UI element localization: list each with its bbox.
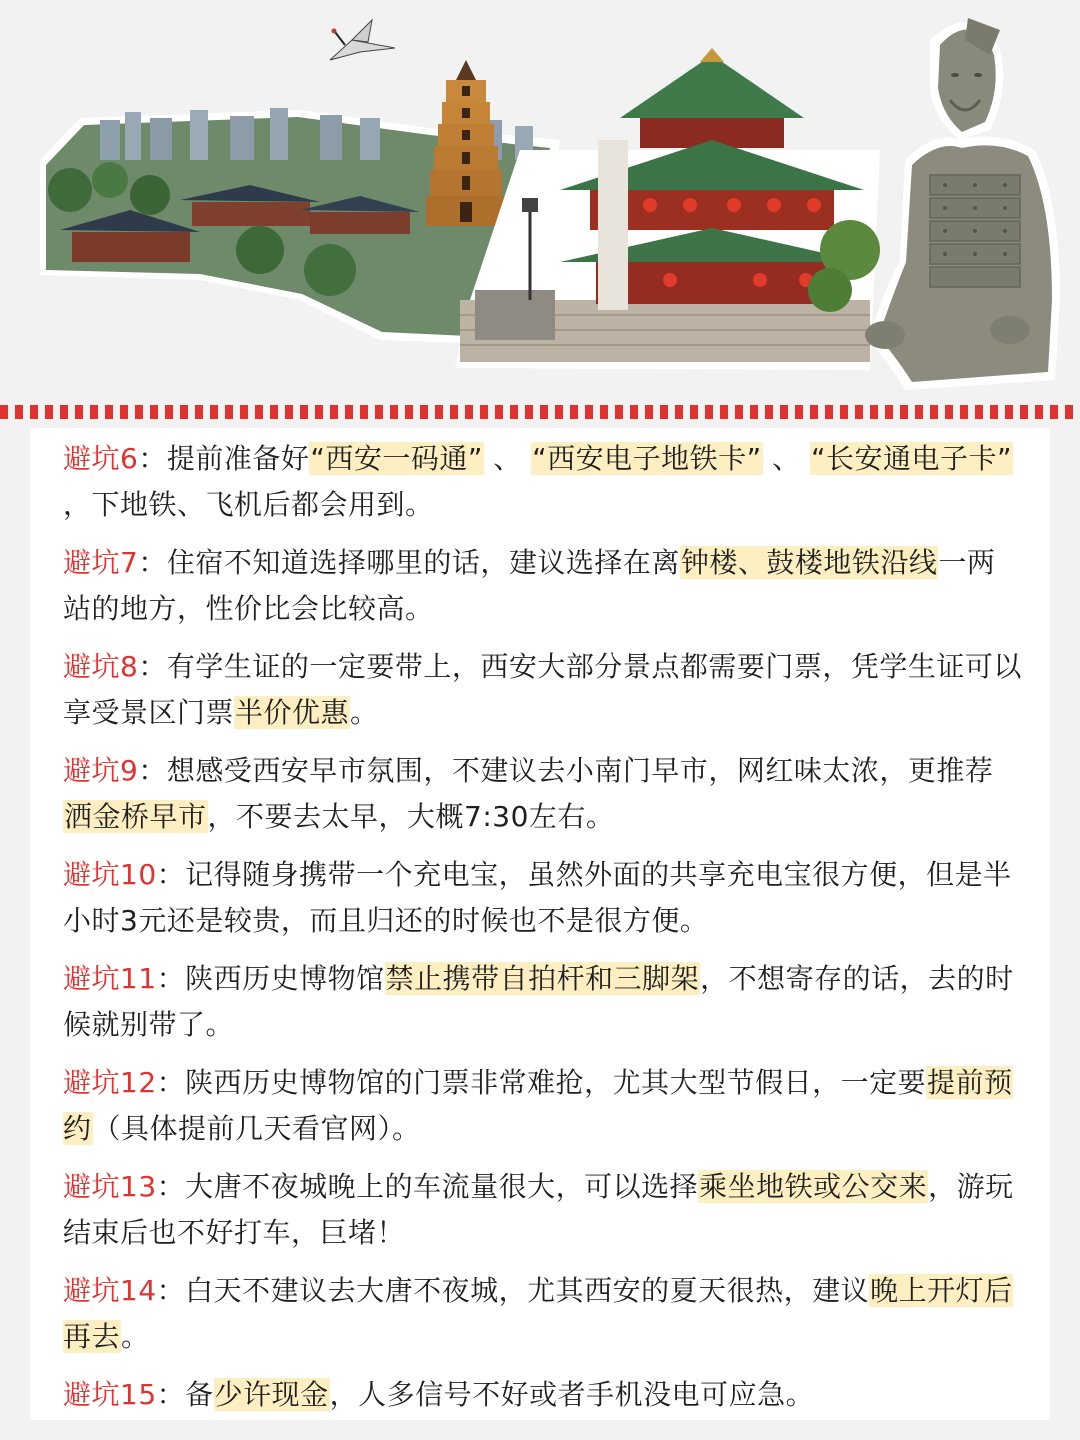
bell-tower-illustration <box>455 48 880 370</box>
tip-item <box>63 1372 1022 1418</box>
tip-text: ：陕西历史博物馆的门票非常难抢，尤其大型节假日，一定要 <box>156 1066 927 1099</box>
tip-highlight-text: 钟楼、鼓楼地铁沿线 <box>680 546 938 579</box>
tip-text: ，不要去太早，大概7:30左右。 <box>207 800 615 833</box>
tip-text: ：提前准备好 <box>138 442 310 475</box>
tip-text: ：记得随身携带一个充电宝，虽然外面的共享充电宝很方便，但是半小时3元还是较贵，而且归还的时候也不是很方便。 <box>63 858 1012 937</box>
tip-highlight-text: 提前预约 <box>63 1066 1013 1145</box>
tip-item <box>63 1268 1022 1360</box>
tip-highlight-text: “长安通电子卡” <box>811 442 1013 475</box>
tip-text: ，不想寄存的话，去的时候就别带了。 <box>63 962 1014 1041</box>
tip-text: 。 <box>121 1320 150 1353</box>
tips-card <box>30 428 1050 1420</box>
tip-text: ，游玩结束后也不好打车，巨堵！ <box>63 1170 1014 1249</box>
tip-text: 、 <box>483 442 532 475</box>
tip-text: （具体提前几天看官网）。 <box>92 1112 421 1145</box>
tip-label: 避坑12 <box>63 1066 157 1099</box>
tip-text: ，下地铁、飞机后都会用到。 <box>63 488 434 521</box>
dashed-divider <box>0 405 1080 419</box>
tip-text: 一两站的地方，性价比会比较高。 <box>63 546 996 625</box>
tip-highlight-text: “西安电子地铁卡” <box>532 442 762 475</box>
tip-label: 避坑9 <box>63 754 139 787</box>
tip-item <box>63 644 1022 736</box>
tip-item <box>63 852 1022 944</box>
tip-highlight-text: 禁止携带自拍杆和三脚架 <box>385 962 700 995</box>
xian-landmarks-illustration <box>0 0 1080 400</box>
tip-text: ：陕西历史博物馆 <box>156 962 385 995</box>
tip-item <box>63 748 1022 840</box>
tip-item <box>63 956 1022 1048</box>
tip-label: 避坑13 <box>63 1170 157 1203</box>
tip-text: ，人多信号不好或者手机没电可应急。 <box>329 1378 815 1411</box>
tip-text: ：备 <box>156 1378 214 1411</box>
tip-highlight-text: 晚上开灯后再去 <box>63 1274 1013 1353</box>
tip-text: ：大唐不夜城晚上的车流量很大，可以选择 <box>156 1170 699 1203</box>
header-banner-collage <box>0 0 1080 400</box>
crane-bird-icon <box>330 20 395 60</box>
tip-text: ：住宿不知道选择哪里的话，建议选择在离 <box>138 546 680 579</box>
tip-text: ：白天不建议去大唐不夜城，尤其西安的夏天很热，建议 <box>156 1274 870 1307</box>
tip-highlight-text: “西安一码通” <box>310 442 483 475</box>
tip-text: 、 <box>762 442 810 475</box>
tip-text: ：有学生证的一定要带上，西安大部分景点都需要门票，凭学生证可以享受景区门票 <box>63 650 1022 729</box>
tip-label: 避坑11 <box>63 962 157 995</box>
tip-item <box>63 436 1022 528</box>
tip-item <box>63 1164 1022 1256</box>
tip-label: 避坑8 <box>63 650 139 683</box>
tip-label: 避坑15 <box>63 1378 157 1411</box>
tip-item <box>63 540 1022 632</box>
pagoda-illustration <box>426 60 506 226</box>
tip-label: 避坑6 <box>63 442 139 475</box>
tip-highlight-text: 少许现金 <box>214 1378 329 1411</box>
tip-text: ：想感受西安早市氛围，不建议去小南门早市，网红味太浓，更推荐 <box>138 754 994 787</box>
tip-item <box>63 1060 1022 1152</box>
tip-highlight-text: 洒金桥早市 <box>64 800 207 833</box>
tip-label: 避坑7 <box>63 546 139 579</box>
terracotta-warrior-illustration <box>865 18 1060 390</box>
tip-label: 避坑14 <box>63 1274 157 1307</box>
tip-text: 。 <box>350 696 379 729</box>
tip-highlight-text: 半价优惠 <box>235 696 350 729</box>
tip-label: 避坑10 <box>63 858 157 891</box>
tip-highlight-text: 乘坐地铁或公交来 <box>699 1170 928 1203</box>
